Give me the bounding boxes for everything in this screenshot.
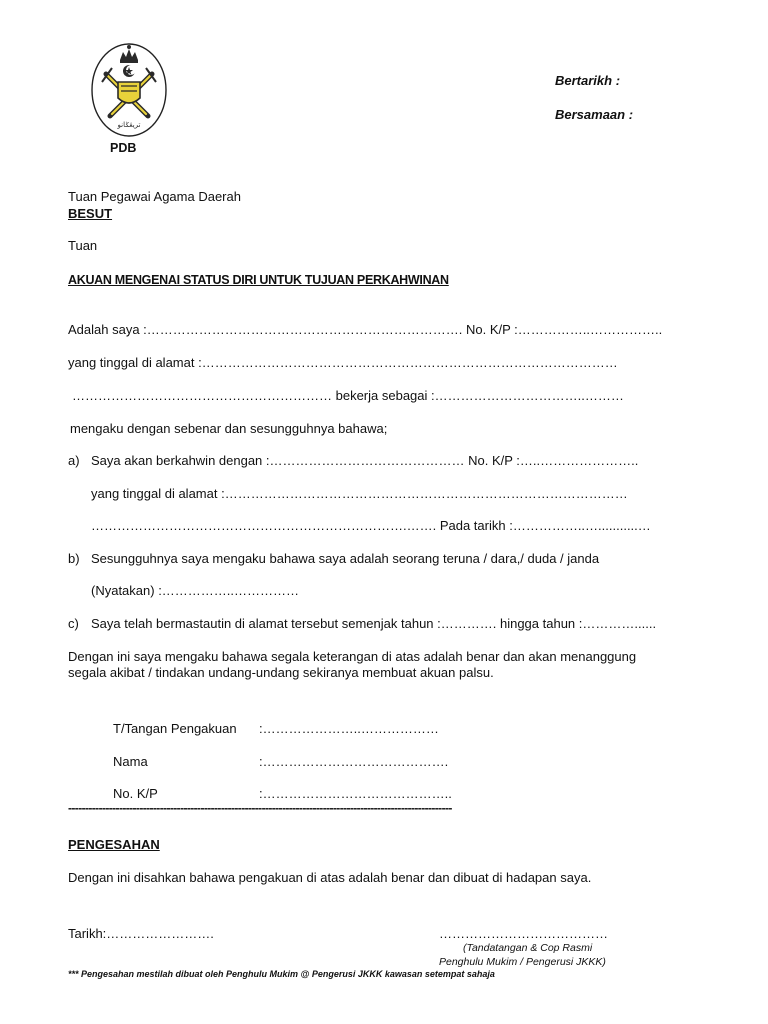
nama-value: :…………………………………….: [259, 754, 449, 769]
item-b-line2: (Nyatakan) :……………..……………: [91, 583, 300, 598]
section-separator: -----------------------------------------------------------------------------------------------------------------: [68, 801, 452, 815]
item-a-line1: Saya akan berkahwin dengan :……………………………………… No. K/P :…..…………………..: [91, 453, 639, 468]
declaration-line1: Dengan ini saya mengaku bahawa segala keterangan di atas adalah benar dan akan menanggung: [68, 649, 637, 664]
pengesahan-sign-line: …………………………………: [439, 926, 608, 941]
item-a-line2: yang tinggal di alamat :…………………………………………………………………………………: [91, 486, 628, 501]
ttangan-label: T/Tangan Pengakuan: [113, 721, 237, 736]
item-a-marker: a): [68, 453, 80, 468]
nokp-value: :……………………………………..: [259, 786, 452, 801]
ttangan-value: :…………………..………………: [259, 721, 439, 736]
shield-icon: [118, 82, 140, 103]
pengesahan-caption1: (Tandatangan & Cop Rasmi: [463, 942, 593, 954]
pengesahan-tarikh: Tarikh:…………………….: [68, 926, 214, 941]
document-title: AKUAN MENGENAI STATUS DIRI UNTUK TUJUAN PERKAHWINAN: [68, 273, 449, 287]
salutation: Tuan: [68, 238, 98, 253]
nokp-label: No. K/P: [113, 786, 158, 801]
crown-icon: [120, 45, 138, 63]
logo-caption: PDB: [110, 141, 137, 155]
pengesahan-text: Dengan ini disahkan bahawa pengakuan di atas adalah benar dan dibuat di hadapan saya.: [68, 870, 592, 885]
pengesahan-caption2: Penghulu Mukim / Pengerusi JKKK): [439, 956, 606, 968]
declaration-line2: segala akibat / tindakan undang-undang sekiranya membuat akuan palsu.: [68, 665, 494, 680]
footnote: *** Pengesahan mestilah dibuat oleh Penghulu Mukim @ Pengerusi JKKK kawasan setempat sahaja: [68, 969, 495, 979]
addressee-title: Tuan Pegawai Agama Daerah: [68, 189, 241, 204]
bertarikh-label: Bertarikh :: [555, 73, 621, 88]
bersamaan-label: Bersamaan :: [555, 107, 634, 122]
adalah-saya-line: Adalah saya :………………………………………………………………. No. K/P :……………..……………..: [68, 322, 663, 337]
item-c-marker: c): [68, 616, 79, 631]
item-b-marker: b): [68, 551, 80, 566]
logo-inscription: تريڠݢانو: [117, 121, 141, 129]
tinggal-alamat-line: yang tinggal di alamat :……………………………………………………………………………………: [68, 355, 618, 370]
item-c-line1: Saya telah bermastautin di alamat tersebut semenjak tahun :…………. hingga tahun :…………......: [91, 616, 657, 631]
bekerja-line: …………………………………………………… bekerja sebagai :……………………………..………: [72, 388, 624, 403]
terengganu-crest-logo: [90, 38, 168, 138]
addressee-district: BESUT: [68, 206, 113, 221]
nama-label: Nama: [113, 754, 148, 769]
item-b-line1: Sesungguhnya saya mengaku bahawa saya adalah seorang teruna / dara,/ duda / janda: [91, 551, 600, 566]
item-a-line3: ……………………………………………………………….……. Pada tarikh :……………..…...........…: [91, 518, 651, 533]
mengaku-line: mengaku dengan sebenar dan sesungguhnya bahawa;: [70, 421, 388, 436]
pengesahan-heading: PENGESAHAN: [68, 837, 160, 852]
crescent-star-icon: [123, 65, 136, 77]
